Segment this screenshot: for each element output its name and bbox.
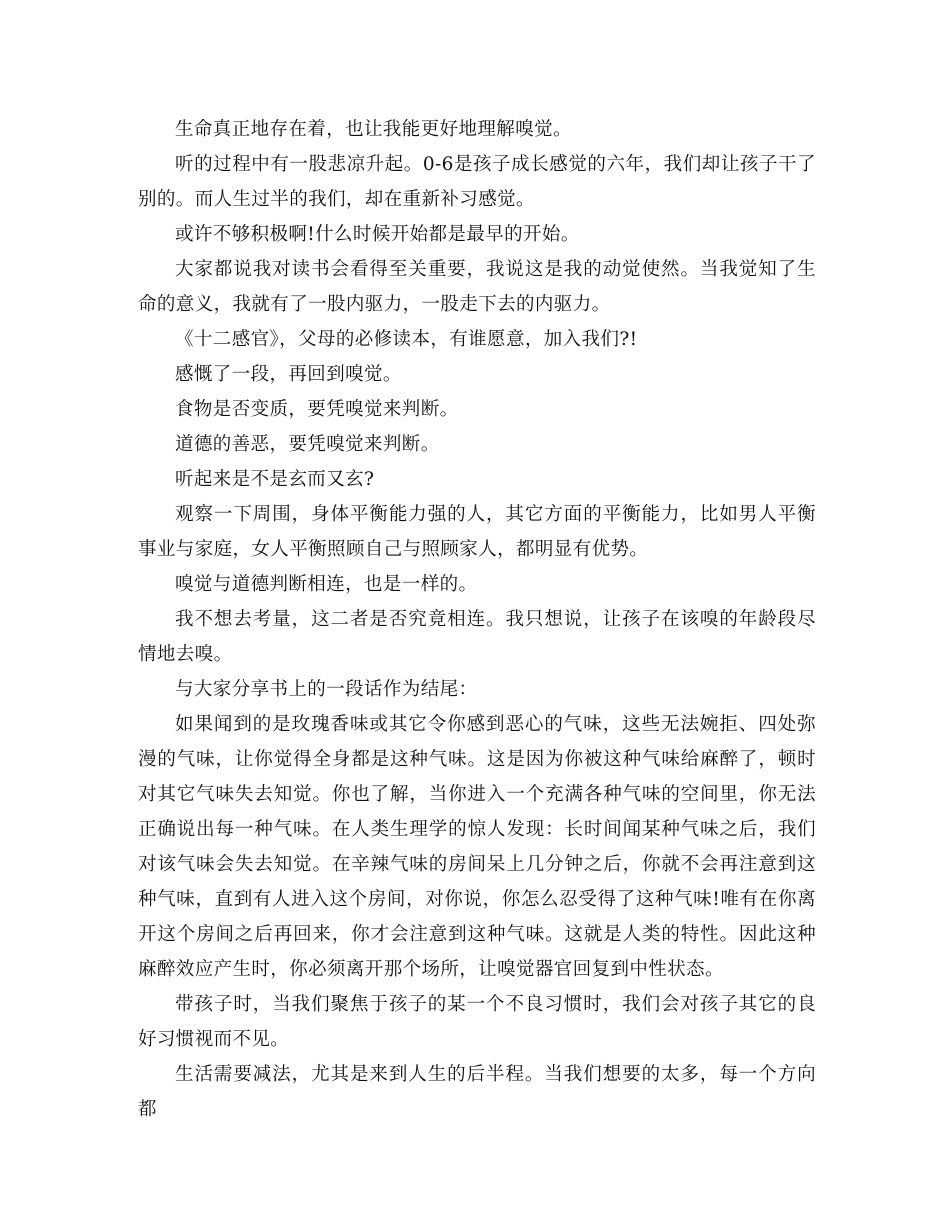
paragraph: 与大家分享书上的一段话作为结尾： xyxy=(175,679,478,700)
paragraph: 或许不够积极啊!什么时候开始都是最早的开始。 xyxy=(175,224,580,245)
document-body xyxy=(138,112,816,1127)
paragraph: 《十二感官》，父母的必修读本，有谁愿意，加入我们?! xyxy=(175,329,638,350)
paragraph: 道德的善恶，要凭嗅觉来判断。 xyxy=(175,434,440,455)
paragraph: 感慨了一段，再回到嗅觉。 xyxy=(175,364,402,385)
paragraph: 生命真正地存在着，也让我能更好地理解嗅觉。 xyxy=(175,119,572,140)
paragraph: 大家都说我对读书会看得至关重要，我说这是我的动觉使然。当我觉知了生命的意义，我就有了一股内驱力，一股走下去的内驱力。 xyxy=(138,259,816,315)
paragraph: 我不想去考量，这二者是否究竟相连。我只想说，让孩子在该嗅的年龄段尽情地去嗅。 xyxy=(138,609,816,665)
paragraph: 观察一下周围，身体平衡能力强的人，其它方面的平衡能力，比如男人平衡事业与家庭，女人平衡照顾自己与照顾家人，都明显有优势。 xyxy=(138,504,816,560)
paragraph: 如果闻到的是玫瑰香味或其它令你感到恶心的气味，这些无法婉拒、四处弥漫的气味，让你觉得全身都是这种气味。这是因为你被这种气味给麻醉了，顿时对其它气味失去知觉。你也了解，当你进入一个充满各种气味的空间里，你无法正确说出每一种气味。在人类生理学的惊人发现：长时间闻某种气味之后，我们对该气味会失去知觉。在辛辣气味的房间呆上几分钟之后，你就不会再注意到这种气味，直到有人进入这个房间，对你说，你怎么忍受得了这种气味!唯有在你离开这个房间之后再回来，你才会注意到这种气味。这就是人类的特性。因此这种麻醉效应产生时，你必须离开那个场所，让嗅觉器官回复到中性状态。 xyxy=(138,714,816,980)
paragraph: 食物是否变质，要凭嗅觉来判断。 xyxy=(175,399,459,420)
paragraph: 听起来是不是玄而又玄? xyxy=(175,469,375,490)
paragraph: 嗅觉与道德判断相连，也是一样的。 xyxy=(175,574,478,595)
paragraph: 带孩子时，当我们聚焦于孩子的某一个不良习惯时，我们会对孩子其它的良好习惯视而不见。 xyxy=(138,994,816,1050)
paragraph: 生活需要减法，尤其是来到人生的后半程。当我们想要的太多，每一个方向都 xyxy=(138,1064,816,1120)
paragraph: 听的过程中有一股悲凉升起。0-6是孩子成长感觉的六年，我们却让孩子干了别的。而人生过半的我们，却在重新补习感觉。 xyxy=(138,154,816,210)
